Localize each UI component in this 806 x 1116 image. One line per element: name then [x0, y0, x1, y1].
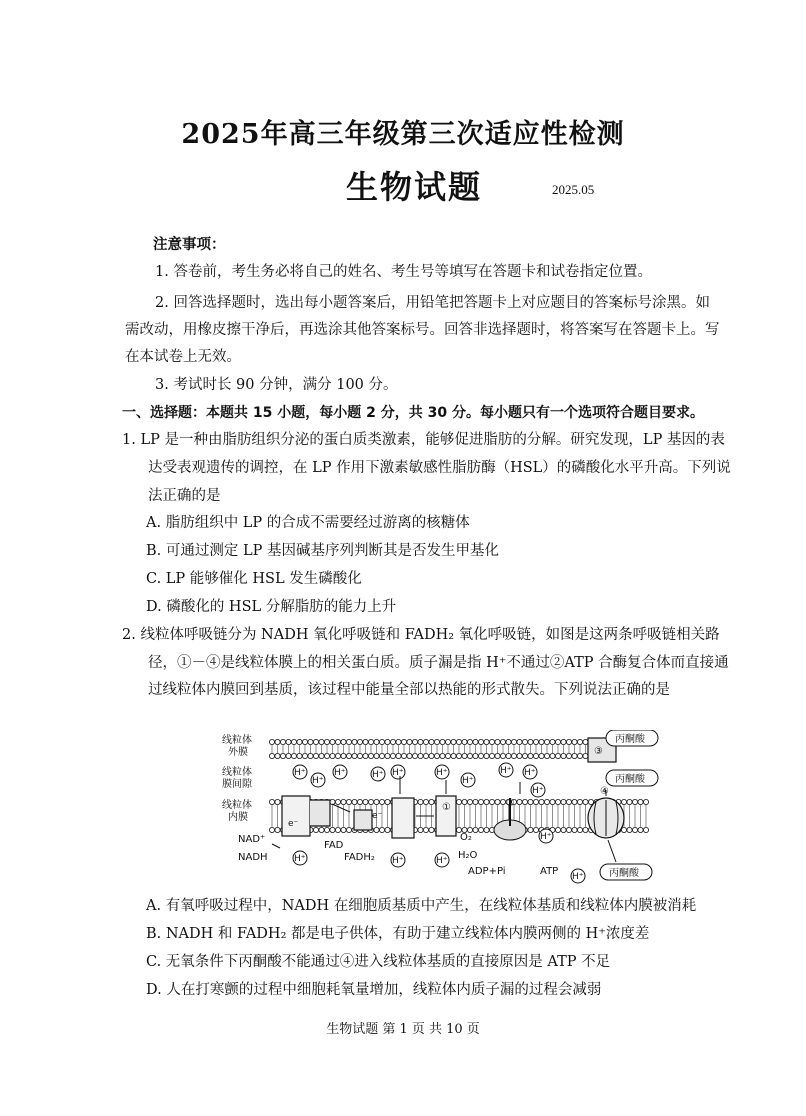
lipid-head [341, 799, 346, 804]
lipid-head [484, 739, 489, 744]
lipid-head [566, 739, 571, 744]
lipid-head [440, 739, 445, 744]
lipid-head [528, 827, 533, 832]
lipid-head [418, 753, 423, 758]
lipid-head [517, 753, 522, 758]
lipid-head [434, 753, 439, 758]
h2o-label: H₂O [458, 850, 478, 861]
lipid-head [511, 739, 516, 744]
lipid-head [275, 753, 280, 758]
lipid-head [561, 799, 566, 804]
lipid-head [621, 799, 626, 804]
lipid-head [555, 739, 560, 744]
lipid-head [330, 827, 335, 832]
lipid-head [407, 739, 412, 744]
lipid-head [363, 799, 368, 804]
lipid-head [269, 827, 274, 832]
lipid-head [484, 799, 489, 804]
section-1-heading: 一、选择题：本题共 15 小题，每小题 2 分，共 30 分。每小题只有一个选项符合题目要求。 [122, 405, 704, 421]
lipid-head [467, 799, 472, 804]
lipid-head [473, 827, 478, 832]
h-ion: H⁺ [524, 768, 536, 778]
lipid-head [489, 799, 494, 804]
lipid-head [583, 799, 588, 804]
lipid-head [561, 753, 566, 758]
q2-option-c: C. 无氧条件下丙酮酸不能通过④进入线粒体基质的直接原因是 ATP 不足 [146, 954, 611, 970]
lipid-head [418, 799, 423, 804]
label-inner-membrane-2: 内膜 [228, 812, 248, 823]
lipid-head [335, 739, 340, 744]
lipid-head [390, 739, 395, 744]
h-ion: H⁺ [294, 768, 306, 778]
lipid-head [632, 799, 637, 804]
h-ion: H⁺ [436, 768, 448, 778]
lipid-head [346, 799, 351, 804]
lipid-head [363, 739, 368, 744]
lipid-head [506, 739, 511, 744]
lipid-head [313, 827, 318, 832]
lipid-head [275, 739, 280, 744]
lipid-head [357, 799, 362, 804]
label-protein-1: ① [442, 802, 451, 813]
lipid-head [286, 739, 291, 744]
atp-label: ATP [540, 866, 559, 877]
lipid-head [346, 739, 351, 744]
lipid-head [368, 739, 373, 744]
lipid-head [583, 753, 588, 758]
lipid-head [566, 799, 571, 804]
lipid-head [484, 753, 489, 758]
lipid-head [346, 753, 351, 758]
label-protein-4: ④ [600, 786, 609, 797]
q1-stem-line-1: 1. LP 是一种由脂肪组织分泌的蛋白质类激素，能够促进脂肪的分解。研究发现，LP 基因的表 [122, 432, 725, 448]
respiratory-chain-diagram [220, 730, 660, 890]
h-ion: H⁺ [500, 766, 512, 776]
h-ion: H⁺ [312, 776, 324, 786]
lipid-head [313, 739, 318, 744]
lipid-head [440, 753, 445, 758]
lipid-head [280, 739, 285, 744]
complex-3-box [392, 798, 414, 838]
lipid-head [385, 799, 390, 804]
lipid-head [555, 753, 560, 758]
fadh2-label: FADH₂ [344, 852, 375, 863]
h-ion: H⁺ [532, 786, 544, 796]
adp-pi-label: ADP+Pi [468, 866, 506, 877]
lipid-head [352, 799, 357, 804]
lipid-head [462, 799, 467, 804]
exam-date: 2025.05 [552, 182, 595, 197]
fad-label: FAD [324, 840, 344, 851]
lipid-head [473, 739, 478, 744]
lipid-head [401, 739, 406, 744]
lipid-head [335, 827, 340, 832]
lipid-head [478, 753, 483, 758]
lipid-head [467, 753, 472, 758]
lipid-head [374, 799, 379, 804]
pyruvate-label-matrix: 丙酮酸 [609, 868, 639, 879]
label-ims-2: 膜间隙 [222, 779, 252, 790]
lipid-head [368, 753, 373, 758]
lipid-head [423, 753, 428, 758]
lipid-head [473, 799, 478, 804]
label-inner-membrane-1: 线粒体 [222, 800, 252, 811]
lipid-head [401, 753, 406, 758]
lipid-head [269, 799, 274, 804]
lipid-head [500, 739, 505, 744]
q2-stem-line-1: 2. 线粒体呼吸链分为 NADH 氧化呼吸链和 FADH₂ 氧化呼吸链，如图是这两条呼吸链相关路 [122, 627, 720, 643]
lipid-head [341, 753, 346, 758]
notice-item-1: 1. 答卷前，考生务必将自己的姓名、考生号等填写在答题卡和试卷指定位置。 [155, 264, 652, 280]
lipid-head [396, 739, 401, 744]
lipid-head [291, 753, 296, 758]
lipid-head [522, 739, 527, 744]
lipid-head [550, 753, 555, 758]
lipid-head [379, 827, 384, 832]
outer-membrane [269, 739, 588, 758]
q1-stem-line-2: 达受表观遗传的调控，在 LP 作用下激素敏感性脂肪酶（HSL）的磷酸化水平升高。下列说 [148, 460, 731, 476]
lipid-head [550, 799, 555, 804]
pyruvate-label-cytosol: 丙酮酸 [615, 734, 645, 745]
lipid-head [566, 753, 571, 758]
h-ion: H⁺ [462, 776, 474, 786]
lipid-head [324, 827, 329, 832]
lipid-head [302, 753, 307, 758]
q1-option-d: D. 磷酸化的 HSL 分解脂肪的能力上升 [146, 599, 397, 615]
lipid-head [429, 799, 434, 804]
label-protein-3: ③ [594, 746, 603, 757]
lipid-head [506, 753, 511, 758]
lipid-head [489, 753, 494, 758]
label-outer-membrane-1: 线粒体 [222, 735, 252, 746]
lipid-head [445, 739, 450, 744]
lipid-head [269, 753, 274, 758]
lipid-head [456, 739, 461, 744]
complex-1-arm [310, 800, 330, 826]
lipid-head [319, 753, 324, 758]
lipid-head [412, 739, 417, 744]
complex-1-box [282, 796, 310, 836]
lipid-head [495, 799, 500, 804]
lipid-head [451, 739, 456, 744]
lipid-head [374, 753, 379, 758]
lipid-head [418, 739, 423, 744]
q1-option-c: C. LP 能够催化 HSL 发生磷酸化 [146, 571, 362, 587]
lipid-head [335, 799, 340, 804]
lipid-head [638, 827, 643, 832]
lipid-head [385, 753, 390, 758]
lipid-head [489, 739, 494, 744]
label-ims-1: 线粒体 [222, 767, 252, 778]
lipid-head [544, 753, 549, 758]
lipid-head [462, 753, 467, 758]
lipid-head [484, 827, 489, 832]
lipid-head [572, 799, 577, 804]
h-ion: H⁺ [294, 854, 306, 864]
h-ion: H⁺ [392, 768, 404, 778]
lipid-head [319, 827, 324, 832]
lipid-head [495, 739, 500, 744]
nadh-label: NADH [238, 852, 268, 863]
lipid-head [396, 753, 401, 758]
lipid-head [341, 827, 346, 832]
lipid-head [528, 753, 533, 758]
lipid-head [572, 827, 577, 832]
lipid-head [319, 739, 324, 744]
lipid-head [539, 799, 544, 804]
lipid-head [566, 827, 571, 832]
h-ion: H⁺ [540, 832, 552, 842]
lipid-head [357, 753, 362, 758]
lipid-head [352, 739, 357, 744]
label-outer-membrane-2: 外膜 [228, 747, 248, 758]
lipid-head [346, 827, 351, 832]
q2-option-d: D. 人在打寒颤的过程中细胞耗氧量增加，线粒体内质子漏的过程会减弱 [146, 982, 602, 998]
exam-title: 2025年高三年级第三次适应性检测 [181, 119, 625, 150]
lipid-head [456, 753, 461, 758]
q1-stem-line-3: 法正确的是 [148, 488, 221, 504]
lipid-head [533, 827, 538, 832]
lipid-head [500, 799, 505, 804]
lipid-head [473, 753, 478, 758]
lipid-head [429, 753, 434, 758]
q2-option-a: A. 有氧呼吸过程中，NADH 在细胞质基质中产生，在线粒体基质和线粒体内膜被消耗 [146, 898, 697, 914]
subject-title: 生物试题 [346, 168, 483, 206]
notice-item-2-line-3: 在本试卷上无效。 [125, 349, 241, 365]
lipid-head [341, 739, 346, 744]
lipid-head [423, 827, 428, 832]
q2-stem-line-2: 径，①－④是线粒体膜上的相关蛋白质。质子漏是指 H⁺不通过②ATP 合酶复合体而直接通 [148, 655, 729, 671]
lipid-head [627, 799, 632, 804]
lipid-head [478, 827, 483, 832]
lipid-head [643, 827, 648, 832]
lipid-head [368, 799, 373, 804]
lipid-head [577, 827, 582, 832]
lipid-head [407, 753, 412, 758]
q2-stem-line-3: 过线粒体内膜回到基质，该过程中能量全部以热能的形式散失。下列说法正确的是 [148, 682, 670, 698]
lipid-head [638, 799, 643, 804]
lipid-head [302, 739, 307, 744]
lipid-head [495, 753, 500, 758]
h-ion: H⁺ [436, 856, 448, 866]
page-footer: 生物试题 第 1 页 共 10 页 [326, 1022, 480, 1037]
lipid-head [632, 827, 637, 832]
lipid-head [583, 827, 588, 832]
lipid-head [374, 739, 379, 744]
notice-item-2-line-2: 需改动，用橡皮擦干净后，再选涂其他答案标号。回答非选择题时，将答案写在答题卡上。写 [125, 322, 720, 338]
lipid-head [385, 827, 390, 832]
lipid-head [330, 739, 335, 744]
lipid-head [379, 799, 384, 804]
lipid-head [308, 753, 313, 758]
lipid-head [379, 753, 384, 758]
lipid-head [577, 753, 582, 758]
lipid-head [297, 753, 302, 758]
lipid-head [385, 739, 390, 744]
lipid-head [522, 799, 527, 804]
lipid-head [418, 827, 423, 832]
lipid-head [517, 799, 522, 804]
lipid-head [451, 753, 456, 758]
lipid-head [357, 739, 362, 744]
h-ion: H⁺ [392, 856, 404, 866]
lipid-head [583, 739, 588, 744]
h-ions-ims [293, 763, 545, 797]
label-protein-2: ② [506, 798, 515, 809]
lipid-head [539, 753, 544, 758]
lipid-head [324, 753, 329, 758]
lipid-head [561, 739, 566, 744]
lipid-head [462, 739, 467, 744]
lipid-head [423, 739, 428, 744]
lipid-head [533, 799, 538, 804]
lipid-head [330, 753, 335, 758]
lipid-head [544, 739, 549, 744]
electron-label-1: e⁻ [288, 819, 299, 829]
lipid-head [291, 739, 296, 744]
lipid-head [517, 739, 522, 744]
lipid-head [478, 799, 483, 804]
lipid-head [352, 753, 357, 758]
lipid-head [429, 739, 434, 744]
lipid-head [434, 739, 439, 744]
lipid-head [577, 799, 582, 804]
lipid-head [275, 827, 280, 832]
lipid-head [572, 753, 577, 758]
lipid-head [297, 739, 302, 744]
lipid-head [280, 753, 285, 758]
lipid-head [363, 753, 368, 758]
lipid-head [522, 753, 527, 758]
pyruvate-label-ims: 丙酮酸 [615, 774, 645, 785]
lipid-head [445, 753, 450, 758]
q1-option-a: A. 脂肪组织中 LP 的合成不需要经过游离的核糖体 [146, 515, 470, 531]
lipid-head [467, 739, 472, 744]
lipid-head [555, 827, 560, 832]
lipid-head [374, 827, 379, 832]
lipid-head [429, 827, 434, 832]
lipid-head [456, 799, 461, 804]
lipid-head [269, 739, 274, 744]
lipid-head [561, 827, 566, 832]
lipid-head [478, 739, 483, 744]
notice-item-3: 3. 考试时长 90 分钟，满分 100 分。 [155, 377, 398, 393]
notice-item-2-line-1: 2. 回答选择题时，选出每小题答案后，用铅笔把答题卡上对应题目的答案标号涂黑。如 [155, 295, 710, 311]
lipid-head [539, 739, 544, 744]
lipid-head [533, 739, 538, 744]
notice-heading: 注意事项： [153, 236, 226, 253]
lipid-head [511, 753, 516, 758]
lipid-head [533, 753, 538, 758]
lipid-head [286, 753, 291, 758]
lipid-head [544, 799, 549, 804]
h-ion: H⁺ [572, 872, 584, 882]
q2-option-b: B. NADH 和 FADH₂ 都是电子供体，有助于建立线粒体内膜两侧的 H⁺浓度差 [146, 926, 650, 942]
lipid-head [572, 739, 577, 744]
lipid-head [643, 799, 648, 804]
h-ion: H⁺ [372, 770, 384, 780]
o2-label: O₂ [460, 832, 472, 843]
lipid-head [550, 739, 555, 744]
lipid-head [412, 753, 417, 758]
lipid-head [275, 799, 280, 804]
lipid-head [577, 739, 582, 744]
lipid-head [335, 753, 340, 758]
lipid-head [528, 799, 533, 804]
complex-2-box [354, 810, 372, 830]
lipid-head [423, 799, 428, 804]
lipid-head [324, 739, 329, 744]
q1-option-b: B. 可通过测定 LP 基因碱基序列判断其是否发生甲基化 [146, 543, 499, 559]
nad-label: NAD⁺ [238, 834, 266, 845]
lipid-head [379, 739, 384, 744]
electron-label-2: e⁻ [372, 811, 383, 821]
lipid-head [528, 739, 533, 744]
h-ion: H⁺ [334, 768, 346, 778]
lipid-head [500, 753, 505, 758]
lipid-head [555, 799, 560, 804]
lipid-head [313, 753, 318, 758]
lipid-head [627, 827, 632, 832]
lipid-head [390, 753, 395, 758]
lipid-head [308, 739, 313, 744]
